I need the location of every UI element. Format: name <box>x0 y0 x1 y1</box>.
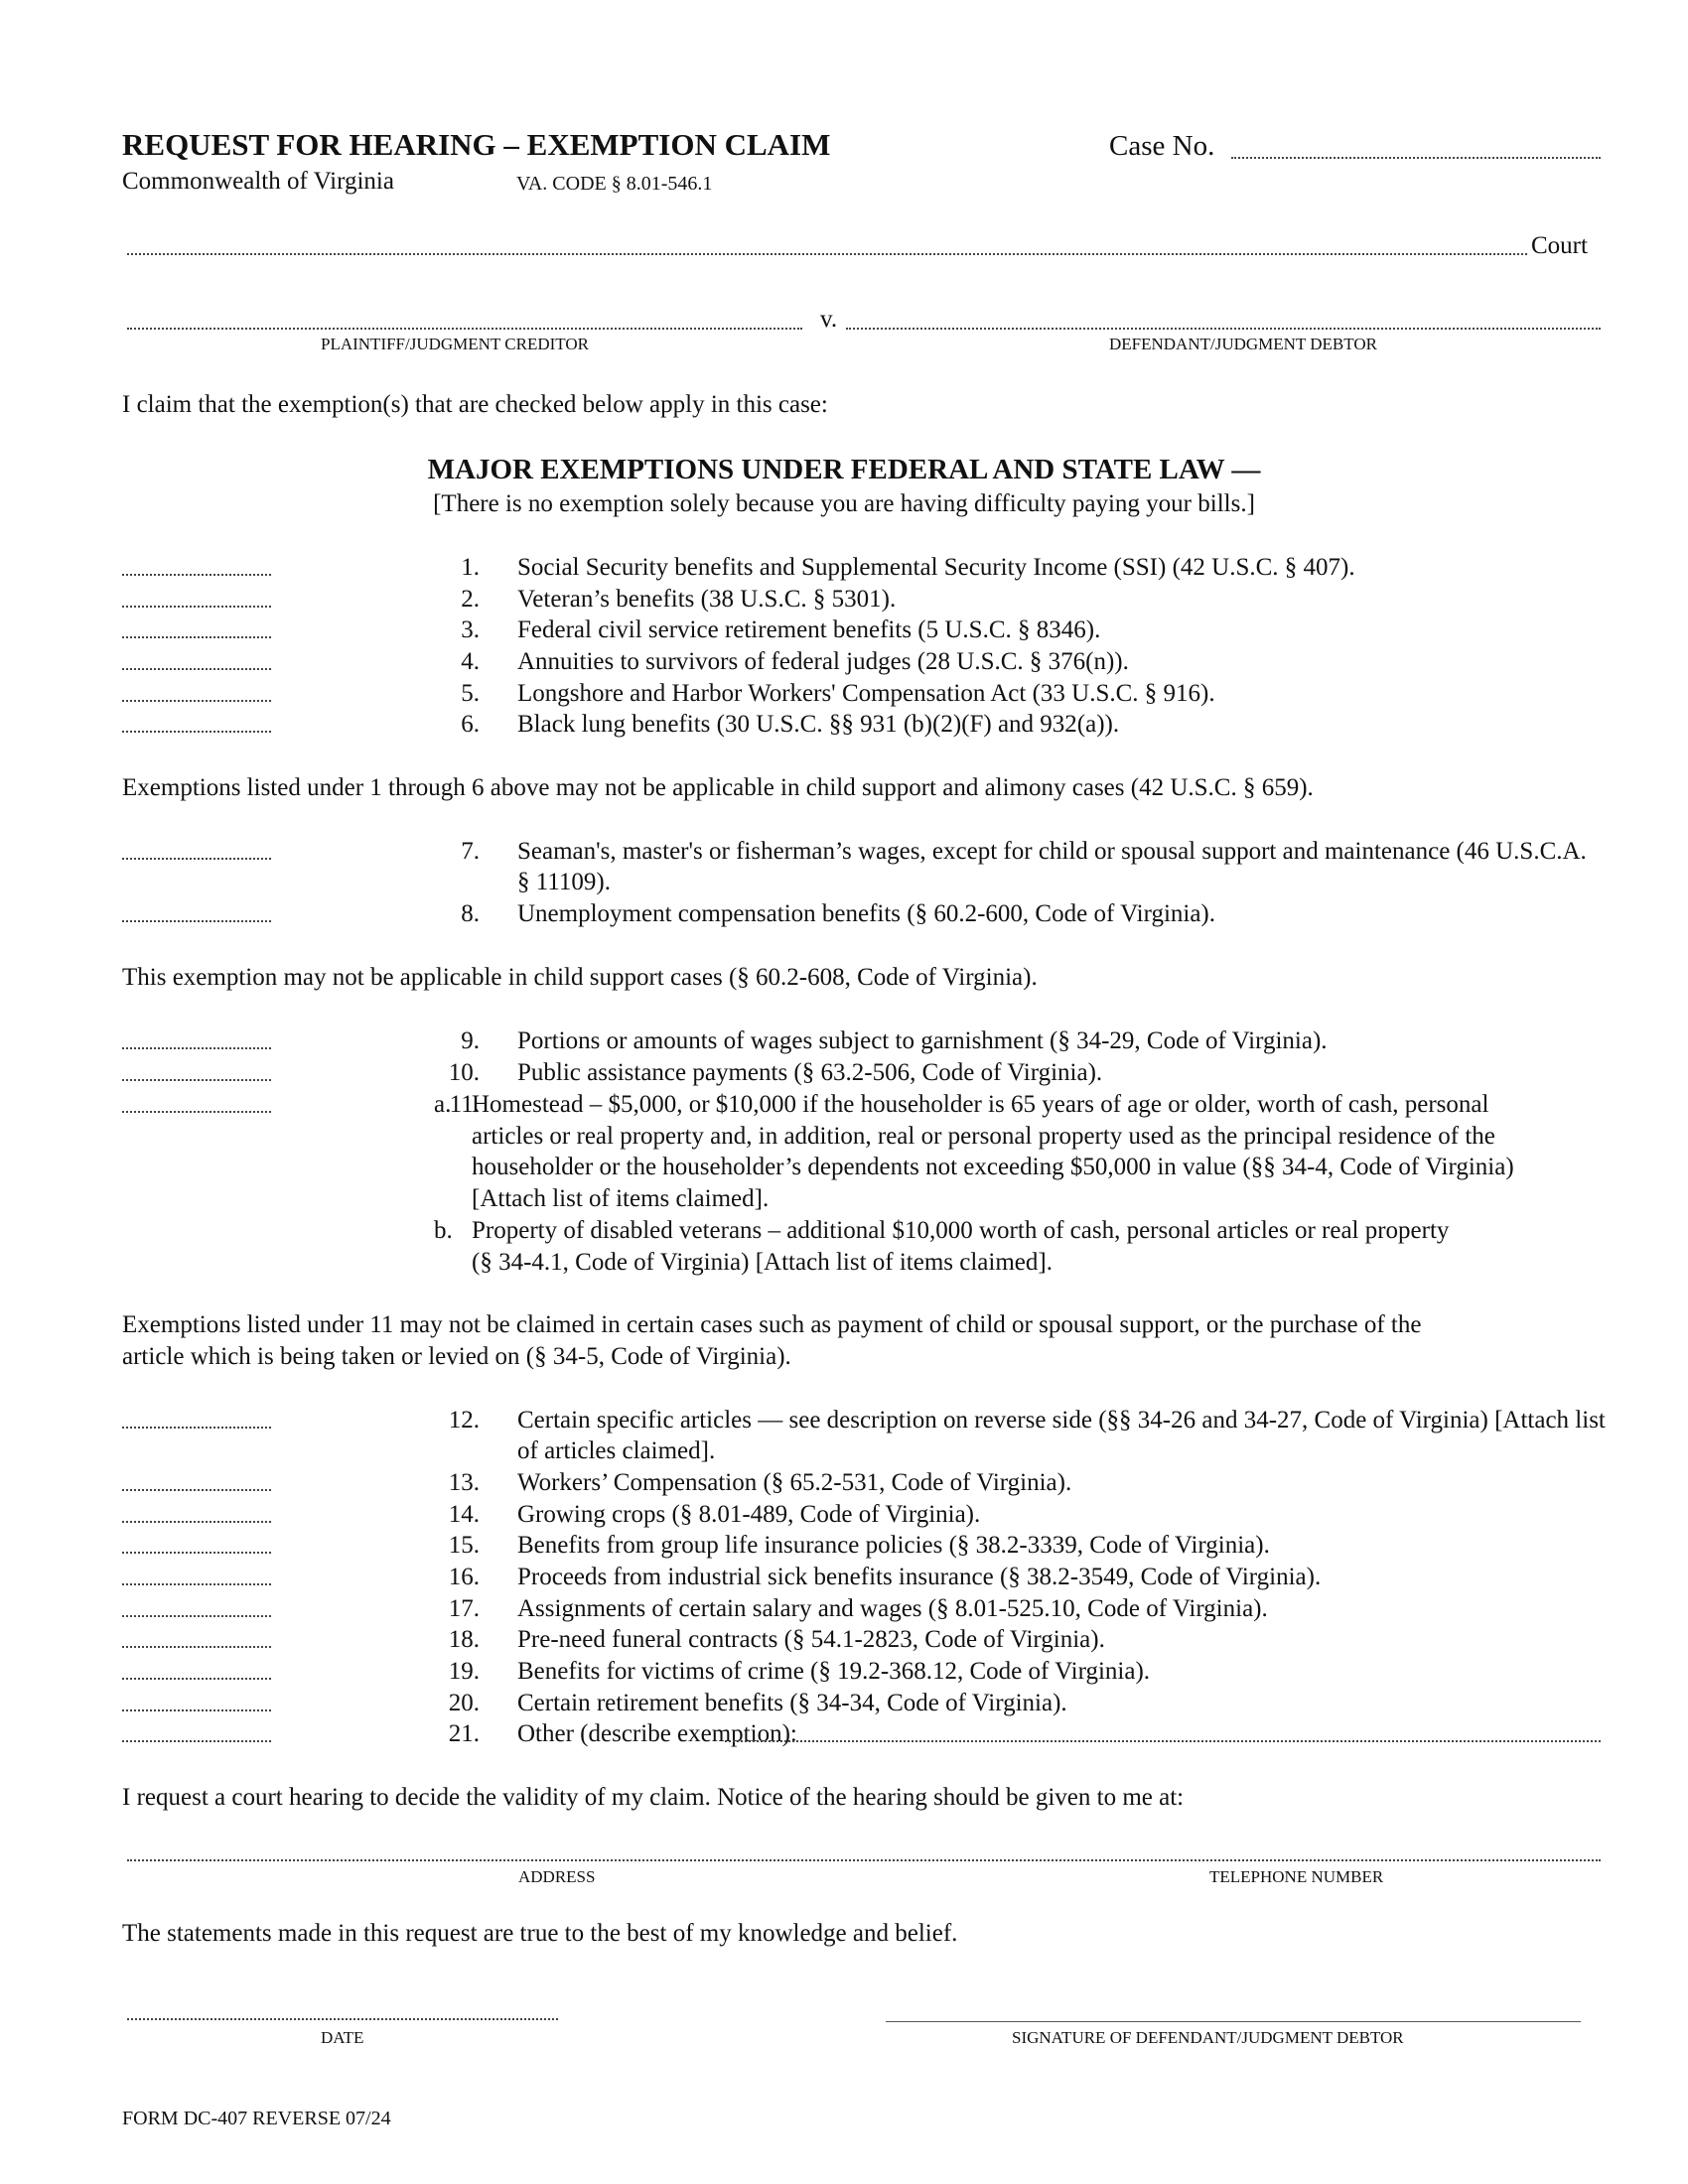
exemption-11a-label: a. <box>434 1091 452 1118</box>
exemption-item: 3. Federal civil service retirement benefits (5 U.S.C. § 8346). <box>122 614 1612 645</box>
defendant-field[interactable] <box>846 328 1601 330</box>
exemption-item: 19. Benefits for victims of crime (§ 19.2-368.12, Code of Virginia). <box>122 1656 1612 1687</box>
court-label: Court <box>1531 232 1588 259</box>
exemption-check-field[interactable] <box>122 1615 271 1617</box>
exemption-7-continued: § 11109). <box>517 869 611 895</box>
exemption-item: 12. Certain specific articles — see description on reverse side (§§ 34-26 and 34-27, Code of Virginia) [Attach list <box>122 1405 1612 1435</box>
signature-line[interactable] <box>886 2021 1581 2022</box>
exemption-check-field[interactable] <box>122 1646 271 1648</box>
exemption-12-continued: of articles claimed]. <box>517 1437 716 1464</box>
exemption-item: 4. Annuities to survivors of federal judges (28 U.S.C. § 376(n)). <box>122 646 1612 677</box>
section-title: MAJOR EXEMPTIONS UNDER FEDERAL AND STATE LAW — <box>427 454 1261 485</box>
exemption-11b-line: Property of disabled veterans – additional $10,000 worth of cash, personal articles or real property <box>472 1217 1450 1244</box>
exemption-item: 11. <box>122 1089 1612 1120</box>
exemption-check-field[interactable] <box>122 1709 271 1711</box>
exemption-11b-label: b. <box>434 1217 453 1244</box>
exemption-check-field[interactable] <box>122 858 271 860</box>
plaintiff-field[interactable] <box>127 328 802 330</box>
plaintiff-label: PLAINTIFF/JUDGMENT CREDITOR <box>321 335 589 353</box>
exemption-check-field[interactable] <box>122 1521 271 1523</box>
other-exemption-field[interactable] <box>725 1740 1601 1742</box>
exemption-11a-line: [Attach list of items claimed]. <box>472 1185 770 1212</box>
exemption-item: 18. Pre-need funeral contracts (§ 54.1-2823, Code of Virginia). <box>122 1624 1612 1655</box>
case-number-label: Case No. <box>1109 130 1215 162</box>
exemption-check-field[interactable] <box>122 1047 271 1049</box>
exemption-check-field[interactable] <box>122 574 271 576</box>
note-11-line: article which is being taken or levied on (§ 34-5, Code of Virginia). <box>122 1343 791 1370</box>
exemption-item: 13. Workers’ Compensation (§ 65.2-531, Code of Virginia). <box>122 1467 1612 1498</box>
exemption-check-field[interactable] <box>122 1489 271 1491</box>
request-text: I request a court hearing to decide the validity of my claim. Notice of the hearing should be given to me at: <box>122 1784 1185 1811</box>
exemption-item: 15. Benefits from group life insurance policies (§ 38.2-3339, Code of Virginia). <box>122 1530 1612 1561</box>
form-footer: FORM DC-407 REVERSE 07/24 <box>122 2108 391 2129</box>
versus-label: v. <box>820 306 838 333</box>
exemption-item: 9. Portions or amounts of wages subject to garnishment (§ 34-29, Code of Virginia). <box>122 1025 1612 1056</box>
telephone-label: TELEPHONE NUMBER <box>1209 1867 1384 1886</box>
exemption-check-field[interactable] <box>122 700 271 702</box>
section-subtitle: [There is no exemption solely because you are having difficulty paying your bills.] <box>433 490 1255 517</box>
exemption-check-field[interactable] <box>122 1552 271 1554</box>
date-label: DATE <box>321 2028 364 2047</box>
exemption-11a-line: articles or real property and, in addition, real or personal property used as the principal residence of the <box>472 1123 1495 1150</box>
exemption-item: 6. Black lung benefits (30 U.S.C. §§ 931 (b)(2)(F) and 932(a)). <box>122 709 1612 740</box>
exemption-check-field[interactable] <box>122 1079 271 1081</box>
date-field[interactable] <box>127 2018 558 2020</box>
exemption-item: 10. Public assistance payments (§ 63.2-506, Code of Virginia). <box>122 1057 1612 1088</box>
note-11-line: Exemptions listed under 11 may not be claimed in certain cases such as payment of child or spousal support, or the purchase of the <box>122 1311 1422 1338</box>
exemption-check-field[interactable] <box>122 636 271 638</box>
defendant-label: DEFENDANT/JUDGMENT DEBTOR <box>1109 335 1377 353</box>
form-title: REQUEST FOR HEARING – EXEMPTION CLAIM <box>122 127 831 162</box>
exemption-item: 7. Seaman's, master's or fisherman’s wages, except for child or spousal support and maintenance (46 U.S.C.A. <box>122 836 1612 867</box>
address-telephone-field[interactable] <box>127 1859 1601 1861</box>
exemption-item: 8. Unemployment compensation benefits (§ 60.2-600, Code of Virginia). <box>122 898 1612 929</box>
commonwealth-label: Commonwealth of Virginia <box>122 168 394 195</box>
exemption-item: 16. Proceeds from industrial sick benefits insurance (§ 38.2-3549, Code of Virginia). <box>122 1562 1612 1592</box>
exemption-check-field[interactable] <box>122 1740 271 1742</box>
exemption-check-field[interactable] <box>122 606 271 608</box>
exemption-check-field[interactable] <box>122 1583 271 1585</box>
court-field[interactable] <box>127 253 1527 255</box>
exemption-check-field[interactable] <box>122 920 271 922</box>
exemption-11b-line: (§ 34-4.1, Code of Virginia) [Attach list of items claimed]. <box>472 1249 1053 1276</box>
exemption-item: 1. Social Security benefits and Supplemental Security Income (SSI) (42 U.S.C. § 407). <box>122 552 1612 583</box>
exemption-check-field[interactable] <box>122 668 271 670</box>
exemption-11a-line: Homestead – $5,000, or $10,000 if the householder is 65 years of age or older, worth of cash, personal <box>472 1091 1489 1118</box>
exemption-item: 14. Growing crops (§ 8.01-489, Code of Virginia). <box>122 1499 1612 1530</box>
exemption-check-field[interactable] <box>122 1111 271 1113</box>
exemption-check-field[interactable] <box>122 1678 271 1680</box>
intro-text: I claim that the exemption(s) that are checked below apply in this case: <box>122 391 828 418</box>
exemption-item: 2. Veteran’s benefits (38 U.S.C. § 5301). <box>122 584 1612 614</box>
exemption-11a-line: householder or the householder’s dependents not exceeding $50,000 in value (§§ 34-4, Code of Virginia) <box>472 1154 1514 1180</box>
va-code-label: VA. CODE § 8.01-546.1 <box>516 173 713 195</box>
note-8: This exemption may not be applicable in child support cases (§ 60.2-608, Code of Virginia). <box>122 964 1038 991</box>
exemption-item: 5. Longshore and Harbor Workers' Compensation Act (33 U.S.C. § 916). <box>122 678 1612 709</box>
exemption-item: 21. Other (describe exemption): <box>122 1718 1612 1749</box>
exemption-item: 17. Assignments of certain salary and wages (§ 8.01-525.10, Code of Virginia). <box>122 1593 1612 1624</box>
exemption-check-field[interactable] <box>122 731 271 733</box>
note-1-through-6: Exemptions listed under 1 through 6 above may not be applicable in child support and alimony cases (42 U.S.C. § 659). <box>122 774 1314 801</box>
exemption-item: 20. Certain retirement benefits (§ 34-34, Code of Virginia). <box>122 1688 1612 1718</box>
address-label: ADDRESS <box>518 1867 596 1886</box>
statement-text: The statements made in this request are true to the best of my knowledge and belief. <box>122 1920 958 1947</box>
case-number-field[interactable] <box>1231 157 1601 159</box>
signature-label: SIGNATURE OF DEFENDANT/JUDGMENT DEBTOR <box>1012 2028 1404 2047</box>
exemption-check-field[interactable] <box>122 1427 271 1429</box>
